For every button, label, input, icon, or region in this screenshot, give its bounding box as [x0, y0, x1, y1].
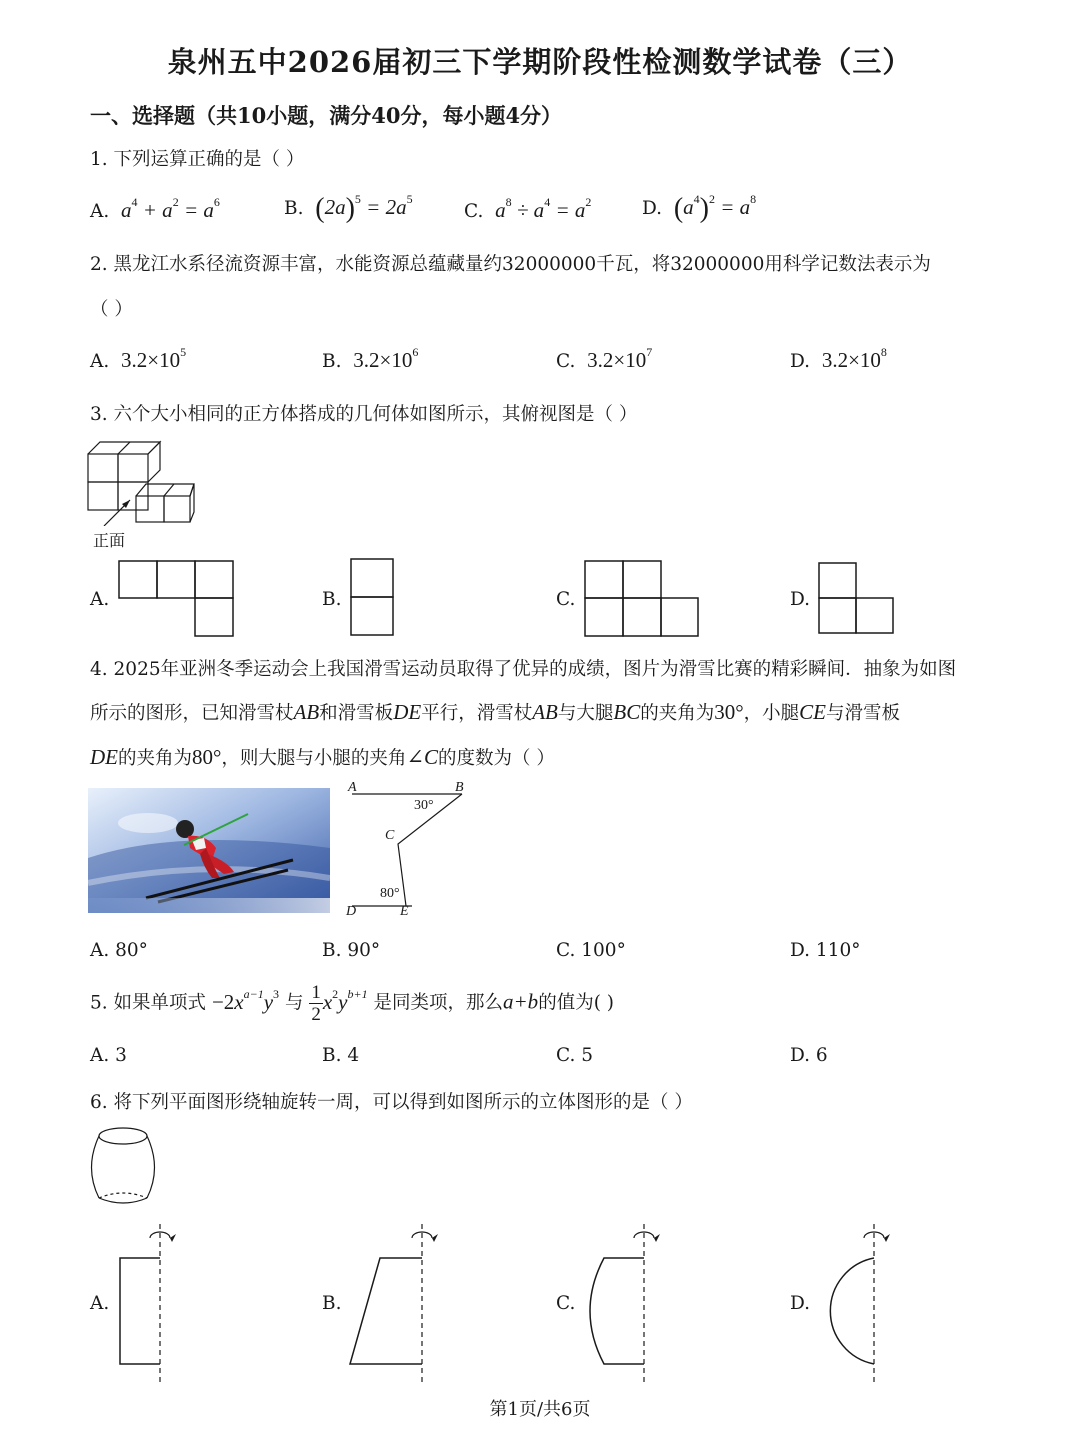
fig-label-30: 30° — [414, 798, 434, 813]
q5-option-a[interactable]: A. 3 — [90, 1045, 127, 1066]
question-4-line2: 所示的图形，已知滑雪杖AB和滑雪板DE平行，滑雪杖AB与大腿BC的夹角为30°，小腿CE与滑雪板 — [90, 700, 901, 724]
q3-option-c-figure — [584, 560, 700, 638]
fig-label-e: E — [400, 904, 409, 919]
q2-option-b[interactable]: B. $3.2\times 10^6$ — [322, 345, 419, 372]
q6-option-b-label[interactable]: B. — [322, 1293, 342, 1314]
q3-front-label: 正面 — [93, 531, 126, 550]
q6-option-c-figure — [578, 1222, 668, 1388]
question-2-paren: （ ） — [90, 299, 133, 320]
question-4-line3: DE的夹角为80°，则大腿与小腿的夹角∠C的度数为（ ） — [90, 745, 555, 769]
fig-label-c: C — [385, 828, 395, 843]
q3-option-a-label[interactable]: A. — [90, 589, 110, 610]
q6-option-c-label[interactable]: C. — [556, 1293, 576, 1314]
q4-option-b[interactable]: B. 90° — [322, 940, 381, 961]
fig-label-b: B — [455, 780, 464, 795]
q2-option-d[interactable]: D. $3.2\times 10^8$ — [790, 345, 887, 372]
q5-option-d[interactable]: D. 6 — [790, 1045, 828, 1066]
question-2-stem: 2. 黑龙江水系径流资源丰富，水能资源总蕴藏量约32000000千瓦，将32000000用科学记数法表示为 — [90, 254, 931, 275]
q3-option-b-label[interactable]: B. — [322, 589, 342, 610]
fig-label-a: A — [348, 780, 357, 795]
q2-option-a[interactable]: A. $3.2\times 10^5$ — [90, 345, 187, 372]
q3-option-d-label[interactable]: D. — [790, 589, 811, 610]
question-1-stem: 1. 下列运算正确的是（ ） — [90, 149, 305, 170]
fig-label-80: 80° — [380, 886, 400, 901]
q3-option-a-figure — [118, 560, 236, 638]
q6-option-d-figure — [812, 1222, 902, 1388]
q6-option-a-figure — [112, 1222, 188, 1388]
q3-option-b-figure — [350, 558, 396, 638]
page-title: 泉州五中2026届初三下学期阶段性检测数学试卷（三） — [167, 45, 913, 79]
question-3-stem: 3. 六个大小相同的正方体搭成的几何体如图所示，其俯视图是（ ） — [90, 404, 638, 425]
q3-option-d-figure — [818, 562, 896, 636]
question-6-stem: 6. 将下列平面图形绕轴旋转一周，可以得到如图所示的立体图形的是（ ） — [90, 1092, 693, 1113]
q2-option-c[interactable]: C. $3.2\times 10^7$ — [556, 345, 653, 372]
section-heading: 一、选择题（共10小题，满分40分，每小题4分） — [90, 103, 563, 128]
q4-option-c[interactable]: C. 100° — [556, 940, 626, 961]
q5-option-c[interactable]: C. 5 — [556, 1045, 594, 1066]
q1-option-a[interactable]: A. $a^4 + a^2 = a^6$ — [90, 195, 220, 222]
fig-label-d: D — [346, 904, 357, 919]
q6-solid-figure — [86, 1126, 160, 1210]
q6-option-d-label[interactable]: D. — [790, 1293, 811, 1314]
q4-option-d[interactable]: D. 110° — [790, 940, 861, 961]
q3-cubes-figure — [86, 438, 198, 526]
q4-skier-photo — [88, 788, 330, 913]
q5-option-b[interactable]: B. 4 — [322, 1045, 360, 1066]
question-5-stem: 5. 如果单项式 $-2x^{a-1}y^3$ 与 $\frac{1}{2}$ $x^2y^{b+1}$ 是同类项，那么a+b的值为( ) — [90, 982, 615, 1025]
q3-option-c-label[interactable]: C. — [556, 589, 576, 610]
q1-option-c[interactable]: C. $a^8 \div a^4 = a^2$ — [464, 195, 592, 222]
q4-angle-figure — [340, 780, 470, 922]
question-4-line1: 4. 2025年亚洲冬季运动会上我国滑雪运动员取得了优异的成绩，图片为滑雪比赛的精彩瞬间．抽象为如图 — [90, 659, 957, 680]
q1-option-b[interactable]: B. $(2a)^5 = 2a^5$ — [284, 192, 413, 224]
q6-option-b-figure — [344, 1222, 440, 1388]
page-footer: 第1页/共6页 — [489, 1399, 591, 1420]
q1-option-d[interactable]: D. $(a^4)^2 = a^8$ — [642, 192, 757, 224]
q6-option-a-label[interactable]: A. — [90, 1293, 110, 1314]
q4-option-a[interactable]: A. 80° — [90, 940, 148, 961]
